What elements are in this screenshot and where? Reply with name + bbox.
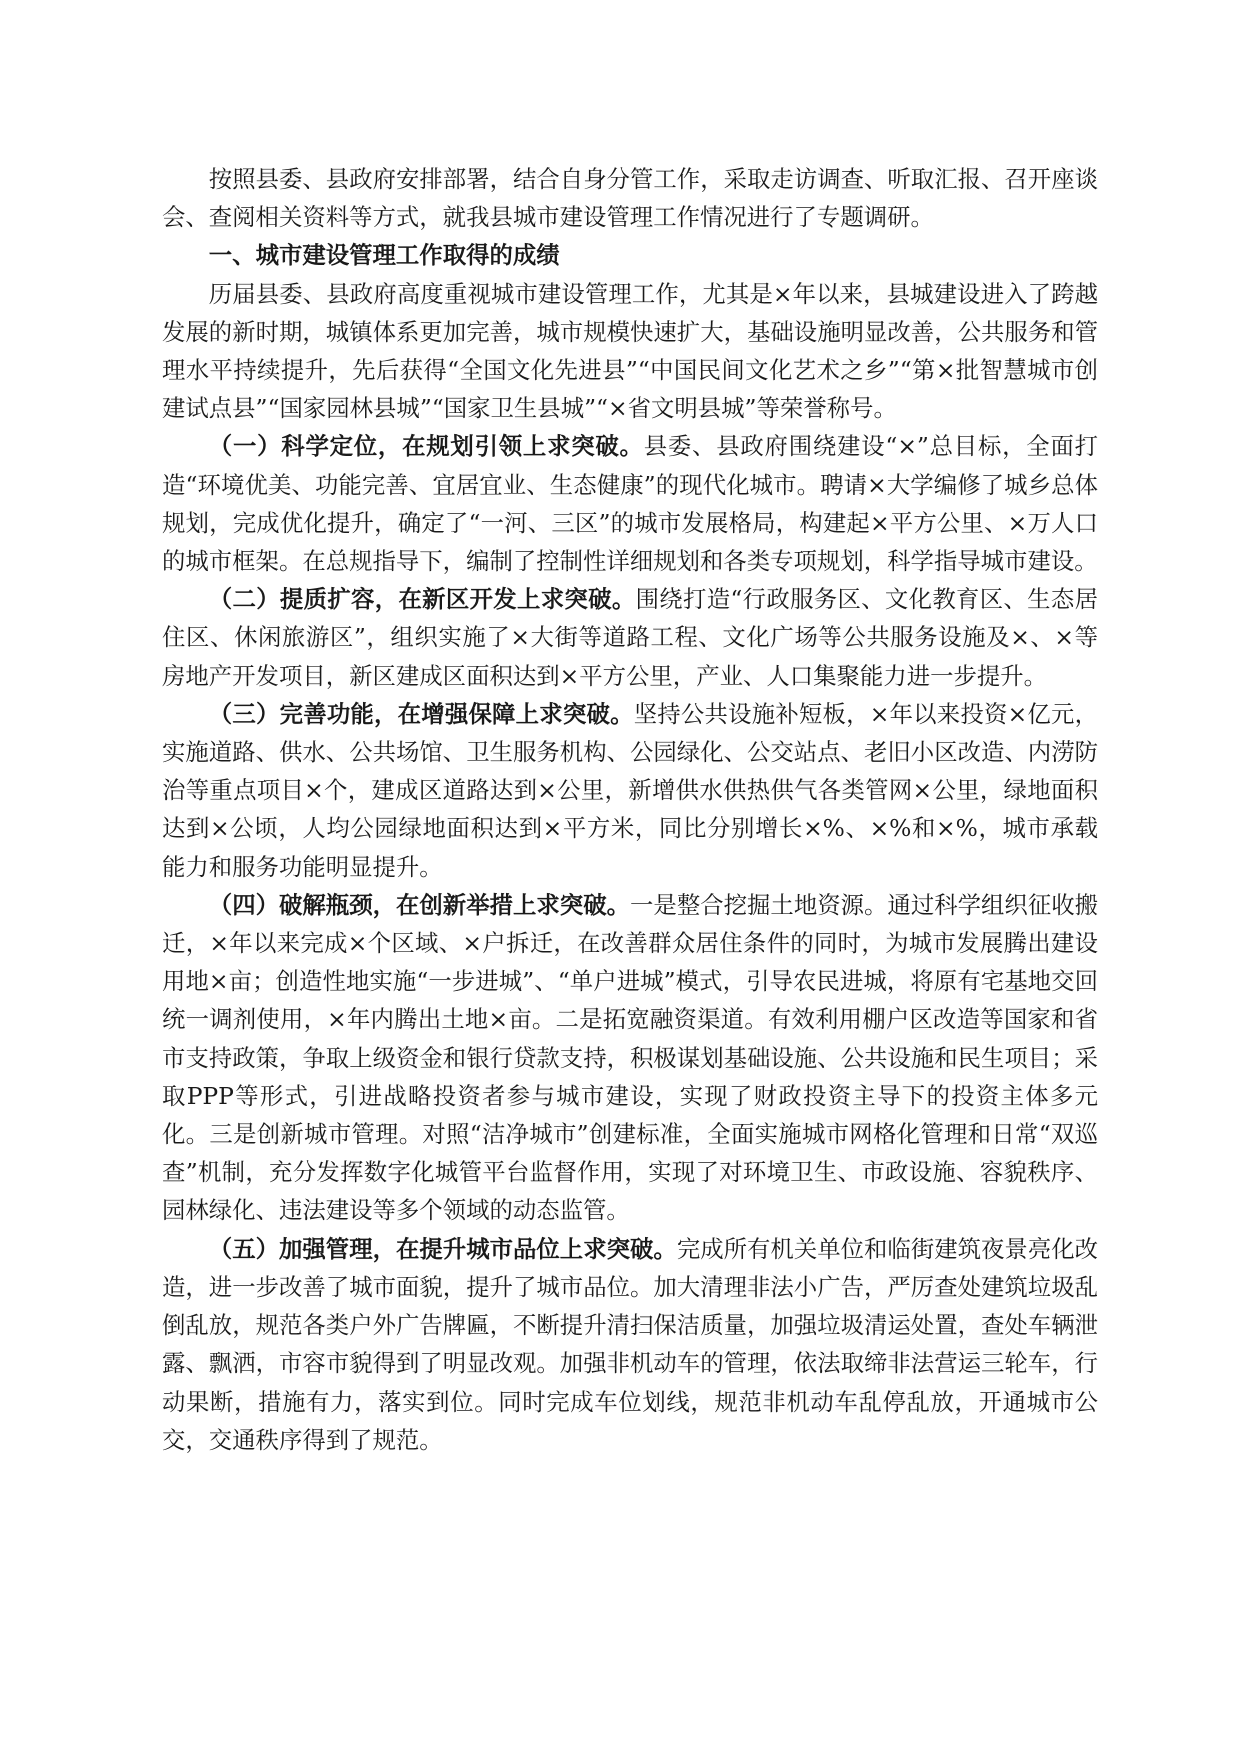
item-text-5: 完成所有机关单位和临街建筑夜景亮化改造，进一步改善了城市面貌，提升了城市品位。加大清理非法小广告，严厉查处建筑垃圾乱倒乱放，规范各类户外广告牌匾，不断提升清扫保洁质量，加强垃圾清运处置，查处车辆泄露、飘洒，市容市貌得到了明显改观。加强非机动车的管理，依法取缔非法营运三轮车，行动果断，措施有力，落实到位。同时完成车位划线，规范非机动车乱停乱放，开通城市公交，交通秩序得到了规范。: [162, 1234, 1099, 1454]
item-lead-3: （三）完善功能，在增强保障上求突破。: [208, 699, 634, 728]
item-paragraph-5: [162, 1230, 1098, 1459]
item-lead-2: （二）提质扩容，在新区开发上求突破。: [208, 585, 636, 614]
item-lead-1: （一）科学定位，在规划引领上求突破。: [208, 432, 644, 461]
intro-paragraph: 按照县委、县政府安排部署，结合自身分管工作，采取走访调查、听取汇报、召开座谈会、查阅相关资料等方式，就我县城市建设管理工作情况进行了专题调研。: [162, 165, 1098, 232]
item-paragraph-1: [162, 427, 1098, 580]
item-lead-5: （五）加强管理，在提升城市品位上求突破。: [208, 1234, 677, 1263]
item-paragraph-3: [162, 695, 1098, 886]
item-text-2: 围绕打造“行政服务区、文化教育区、生态居住区、休闲旅游区”，组织实施了×大街等道路工程、文化广场等公共服务设施及×、×等房地产开发项目，新区建成区面积达到×平方公里，产业、人口集聚能力进一步提升。: [162, 585, 1098, 690]
item-lead-4: （四）破解瓶颈，在创新举措上求突破。: [208, 890, 631, 919]
section-heading: 一、城市建设管理工作取得的成绩: [208, 241, 560, 270]
item-paragraph-2: [162, 580, 1098, 695]
section-summary-paragraph: 历届县委、县政府高度重视城市建设管理工作，尤其是×年以来，县城建设进入了跨越发展的新时期，城镇体系更加完善，城市规模快速扩大，基础设施明显改善，公共服务和管理水平持续提升，先后获得“全国文化先进县”“中国民间文化艺术之乡”“第×批智慧城市创建试点县”“国家园林县城”“国家卫生县城”“×省文明县城”等荣誉称号。: [162, 279, 1098, 423]
item-text-1: 县委、县政府围绕建设“×”总目标，全面打造“环境优美、功能完善、宜居宜业、生态健康”的现代化城市。聘请×大学编修了城乡总体规划，完成优化提升，确定了“一河、三区”的城市发展格局，构建起×平方公里、×万人口的城市框架。在总规指导下，编制了控制性详细规划和各类专项规划，科学指导城市建设。: [162, 432, 1099, 576]
item-text-4: 一是整合挖掘土地资源。通过科学组织征收搬迁，×年以来完成×个区域、×户拆迁，在改善群众居住条件的同时，为城市发展腾出建设用地×亩；创造性地实施“一步进城”、“单户进城”模式，引导农民进城，将原有宅基地交回统一调剂使用，×年内腾出土地×亩。二是拓宽融资渠道。有效利用棚户区改造等国家和省市支持政策，争取上级资金和银行贷款支持，积极谋划基础设施、公共设施和民生项目；采取PPP等形式，引进战略投资者参与城市建设，实现了财政投资主导下的投资主体多元化。三是创新城市管理。对照“洁净城市”创建标准，全面实施城市网格化管理和日常“双巡查”机制，充分发挥数字化城管平台监督作用，实现了对环境卫生、市政设施、容貌秩序、园林绿化、违法建设等多个领域的动态监管。: [162, 890, 1099, 1225]
item-paragraph-4: [162, 886, 1098, 1230]
item-text-3: 坚持公共设施补短板，×年以来投资×亿元，实施道路、供水、公共场馆、卫生服务机构、公园绿化、公交站点、老旧小区改造、内涝防治等重点项目×个，建成区道路达到×公里，新增供水供热供气各类管网×公里，绿地面积达到×公顷，人均公园绿地面积达到×平方米，同比分别增长×%、×%和×%，城市承载能力和服务功能明显提升。: [162, 699, 1099, 881]
document-page: [162, 160, 1098, 1459]
